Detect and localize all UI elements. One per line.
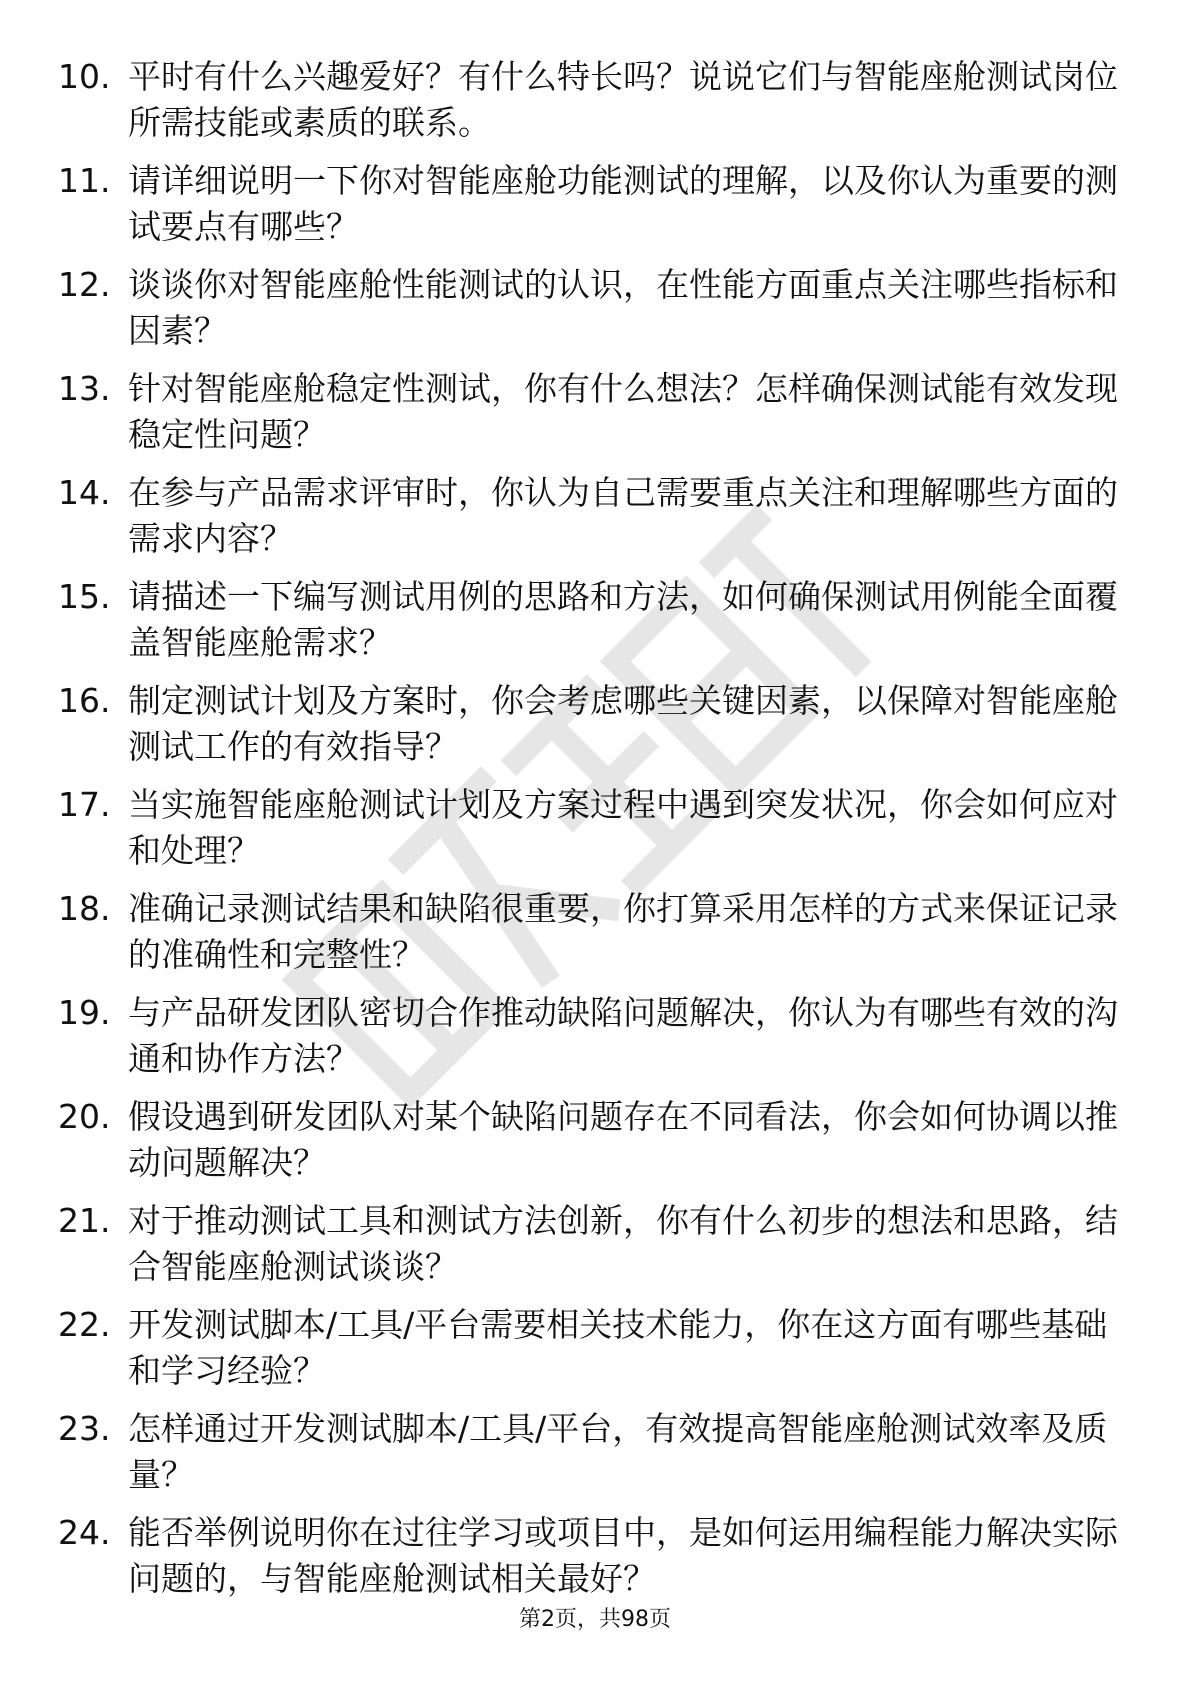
question-number: 12. <box>58 265 111 304</box>
question-text: 怎样通过开发测试脚本/工具/平台，有效提高智能座舱测试效率及质量？ <box>128 1409 1108 1494</box>
question-text: 请详细说明一下你对智能座舱功能测试的理解，以及你认为重要的测试要点有哪些？ <box>128 161 1118 246</box>
question-text: 与产品研发团队密切合作推动缺陷问题解决，你认为有哪些有效的沟通和协作方法？ <box>128 993 1118 1078</box>
question-number: 17. <box>58 785 111 824</box>
page-footer <box>0 1605 1190 1635</box>
question-number: 14. <box>58 473 111 512</box>
question-text: 在参与产品需求评审时，你认为自己需要重点关注和理解哪些方面的需求内容？ <box>128 473 1118 558</box>
question-text: 平时有什么兴趣爱好？有什么特长吗？说说它们与智能座舱测试岗位所需技能或素质的联系。 <box>128 57 1118 142</box>
question-item <box>58 1302 1138 1406</box>
question-number: 23. <box>58 1409 111 1448</box>
question-number: 21. <box>58 1201 111 1240</box>
question-text: 开发测试脚本/工具/平台需要相关技术能力，你在这方面有哪些基础和学习经验？ <box>128 1305 1108 1390</box>
question-text: 请描述一下编写测试用例的思路和方法，如何确保测试用例能全面覆盖智能座舱需求？ <box>128 577 1118 662</box>
question-item <box>58 782 1138 886</box>
question-text: 假设遇到研发团队对某个缺陷问题存在不同看法，你会如何协调以推动问题解决？ <box>128 1097 1118 1182</box>
question-text: 当实施智能座舱测试计划及方案过程中遇到突发状况，你会如何应对和处理？ <box>128 785 1118 870</box>
question-item <box>58 886 1138 990</box>
question-text: 能否举例说明你在过往学习或项目中，是如何运用编程能力解决实际问题的，与智能座舱测试相关最好？ <box>128 1513 1118 1598</box>
question-item <box>58 574 1138 678</box>
question-number: 18. <box>58 889 111 928</box>
question-item <box>58 1510 1138 1614</box>
question-list <box>58 54 1138 1614</box>
question-item <box>58 158 1138 262</box>
question-number: 15. <box>58 577 111 616</box>
question-item <box>58 1094 1138 1198</box>
question-text: 谈谈你对智能座舱性能测试的认识，在性能方面重点关注哪些指标和因素？ <box>128 265 1118 350</box>
question-number: 19. <box>58 993 111 1032</box>
question-number: 16. <box>58 681 111 720</box>
question-number: 22. <box>58 1305 111 1344</box>
page-number-label: 第2页，共98页 <box>519 1607 671 1632</box>
question-item <box>58 1406 1138 1510</box>
question-number: 10. <box>58 57 111 96</box>
question-number: 24. <box>58 1513 111 1552</box>
question-number: 11. <box>58 161 111 200</box>
question-number: 13. <box>58 369 111 408</box>
question-text: 对于推动测试工具和测试方法创新，你有什么初步的想法和思路，结合智能座舱测试谈谈？ <box>128 1201 1118 1286</box>
question-item <box>58 470 1138 574</box>
question-text: 针对智能座舱稳定性测试，你有什么想法？怎样确保测试能有效发现稳定性问题？ <box>128 369 1118 454</box>
question-item <box>58 990 1138 1094</box>
question-item <box>58 1198 1138 1302</box>
question-text: 制定测试计划及方案时，你会考虑哪些关键因素，以保障对智能座舱测试工作的有效指导？ <box>128 681 1118 766</box>
question-number: 20. <box>58 1097 111 1136</box>
question-item <box>58 678 1138 782</box>
question-item <box>58 262 1138 366</box>
question-item <box>58 54 1138 158</box>
question-item <box>58 366 1138 470</box>
question-text: 准确记录测试结果和缺陷很重要，你打算采用怎样的方式来保证记录的准确性和完整性？ <box>128 889 1118 974</box>
